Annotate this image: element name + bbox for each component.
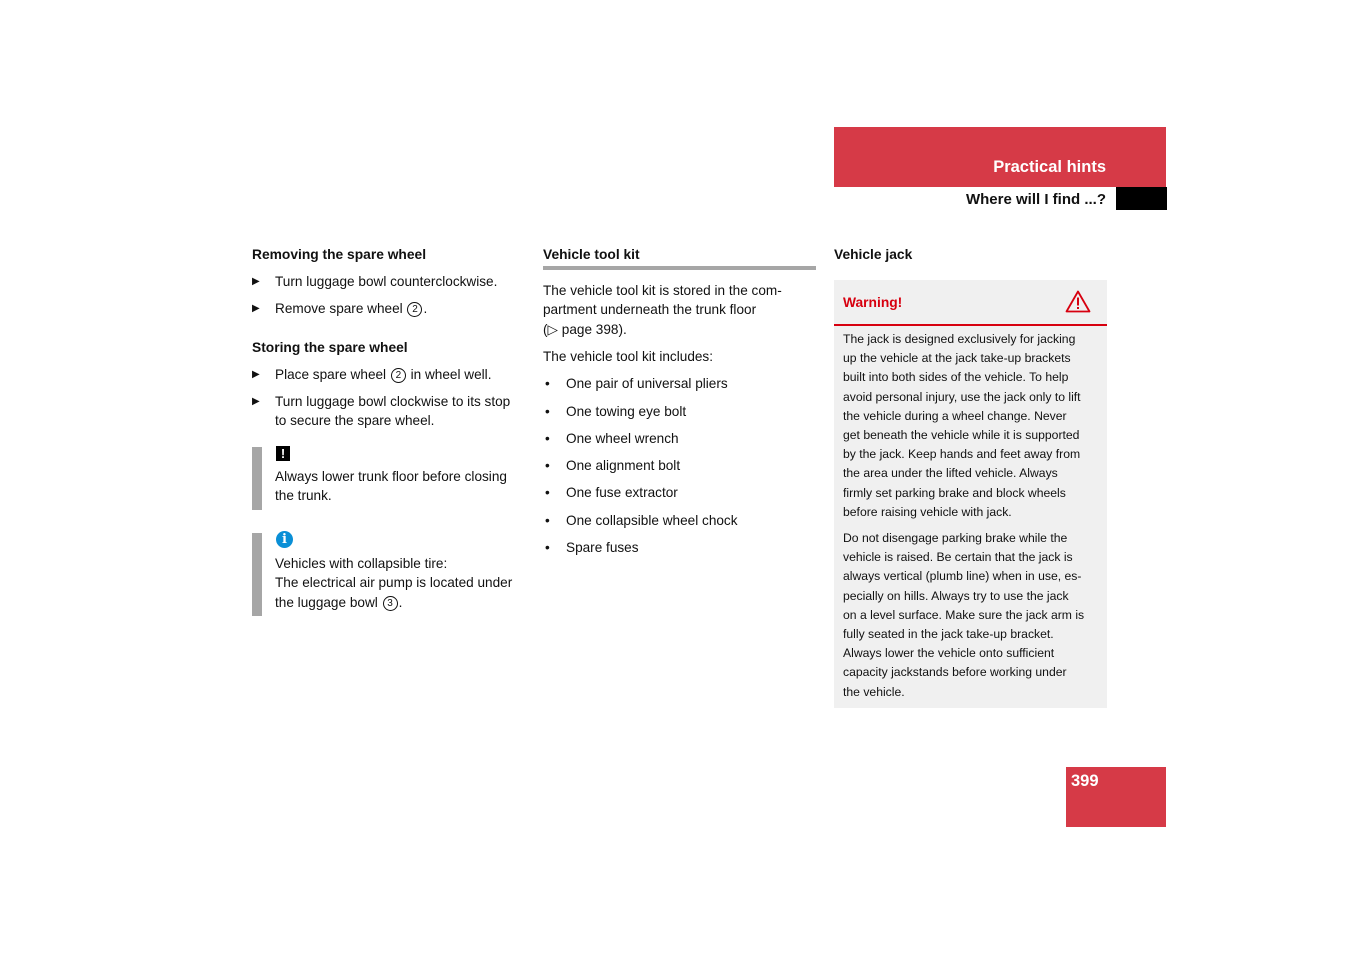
warning-paragraph-2 <box>843 529 1099 702</box>
warning-paragraph-1 <box>843 330 1099 522</box>
info-note-text <box>275 554 537 612</box>
info-line-end: . <box>398 594 403 610</box>
step-text: Place spare wheel <box>275 367 390 382</box>
info-line: Vehicles with collapsible tire: <box>275 556 448 571</box>
tool-kit-item: • One pair of universal pliers <box>543 374 816 393</box>
arrow-bullet-icon: ▶ <box>252 303 260 314</box>
step-text: Turn luggage bowl counterclockwise. <box>275 274 498 289</box>
caution-note-bar <box>252 447 262 510</box>
bullet-dot: • <box>545 485 550 500</box>
warning-line: the vehicle. <box>843 684 905 699</box>
bullet-dot: • <box>545 458 550 473</box>
warning-title: Warning! <box>843 295 903 310</box>
warning-line: Always lower the vehicle onto sufficient <box>843 646 1055 661</box>
arrow-bullet-icon: ▶ <box>252 276 260 287</box>
warning-line: built into both sides of the vehicle. To help <box>843 370 1069 385</box>
page-reference[interactable]: (▷ page 398). <box>543 321 627 337</box>
caution-line: the trunk. <box>275 488 332 504</box>
bullet-dot: • <box>545 431 550 446</box>
warning-line: by the jack. Keep hands and feet away from <box>843 447 1081 462</box>
step-text-end: . <box>423 301 428 316</box>
reference-number-badge: 2 <box>391 368 406 383</box>
bullet-dot: • <box>545 540 550 555</box>
storing-spare-wheel-heading: Storing the spare wheel <box>252 340 408 355</box>
header-red-bar <box>834 127 1166 187</box>
bullet-dot: • <box>545 404 550 419</box>
warning-line: The jack is designed exclusively for jacking <box>843 332 1076 346</box>
warning-divider <box>834 324 1107 326</box>
tool-kit-item: • One collapsible wheel chock <box>543 511 816 530</box>
info-icon: i <box>276 531 293 548</box>
tool-kit-item: • One wheel wrench <box>543 429 816 448</box>
info-note-bar <box>252 533 262 616</box>
vehicle-jack-heading: Vehicle jack <box>834 247 913 262</box>
warning-line: pecially on hills. Always try to use the jack <box>843 588 1069 603</box>
tool-kit-item: • One towing eye bolt <box>543 402 816 421</box>
warning-line: the vehicle during a wheel change. Never <box>843 408 1067 423</box>
caution-note-text <box>275 467 537 506</box>
header-black-tab <box>1116 187 1167 210</box>
info-line: the luggage bowl <box>275 594 382 610</box>
subsection-title: Where will I find ...? <box>965 191 1106 208</box>
warning-line: on a level surface. Make sure the jack arm is <box>843 607 1085 622</box>
reference-number-badge: 2 <box>407 302 422 317</box>
step-text-end: in wheel well. <box>406 367 492 382</box>
warning-line: up the vehicle at the jack take-up brackets <box>843 351 1071 366</box>
removing-step-2 <box>252 299 527 318</box>
caution-exclamation-icon: ! <box>276 446 290 461</box>
warning-line: always vertical (plumb line) when in use, es- <box>843 569 1082 584</box>
tool-kit-intro: The vehicle tool kit includes: <box>543 349 714 364</box>
section-title: Practical hints <box>993 158 1106 176</box>
tool-kit-item: • One alignment bolt <box>543 456 816 475</box>
warning-line: capacity jackstands before working under <box>843 665 1067 680</box>
reference-number-badge: 3 <box>383 596 398 611</box>
warning-line: get beneath the vehicle while it is supported <box>843 428 1080 443</box>
step-text-line: to secure the spare wheel. <box>275 413 435 429</box>
removing-spare-wheel-heading: Removing the spare wheel <box>252 247 427 262</box>
removing-step-1 <box>252 272 527 291</box>
paragraph-line: partment underneath the trunk floor <box>543 302 757 318</box>
tool-kit-location-paragraph <box>543 281 816 339</box>
warning-line: firmly set parking brake and block wheels <box>843 485 1066 500</box>
caution-line: Always lower trunk floor before closing <box>275 469 507 484</box>
warning-triangle-icon <box>1065 290 1091 313</box>
arrow-bullet-icon: ▶ <box>252 369 260 380</box>
step-text: Remove spare wheel <box>275 301 407 316</box>
page-number: 399 <box>1071 772 1099 790</box>
vehicle-tool-kit-heading: Vehicle tool kit <box>543 247 640 262</box>
bullet-dot: • <box>545 376 550 391</box>
warning-line: Do not disengage parking brake while the <box>843 531 1068 545</box>
tool-kit-item: • Spare fuses <box>543 538 816 557</box>
paragraph-line: The vehicle tool kit is stored in the com- <box>543 283 782 298</box>
warning-line: fully seated in the jack take-up bracket. <box>843 627 1054 642</box>
warning-line: before raising vehicle with jack. <box>843 504 1012 519</box>
warning-line: avoid personal injury, use the jack only to lift <box>843 389 1081 404</box>
bullet-dot: • <box>545 513 550 528</box>
storing-step-1 <box>252 365 527 384</box>
warning-line: vehicle is raised. Be certain that the jack is <box>843 550 1073 565</box>
warning-line: the area under the lifted vehicle. Always <box>843 466 1058 481</box>
heading-underline <box>543 266 816 270</box>
info-line: The electrical air pump is located under <box>275 575 513 591</box>
step-text-line: Turn luggage bowl clockwise to its stop <box>275 394 511 409</box>
storing-step-2 <box>252 392 527 431</box>
arrow-bullet-icon: ▶ <box>252 396 260 407</box>
tool-kit-item: • One fuse extractor <box>543 483 816 502</box>
